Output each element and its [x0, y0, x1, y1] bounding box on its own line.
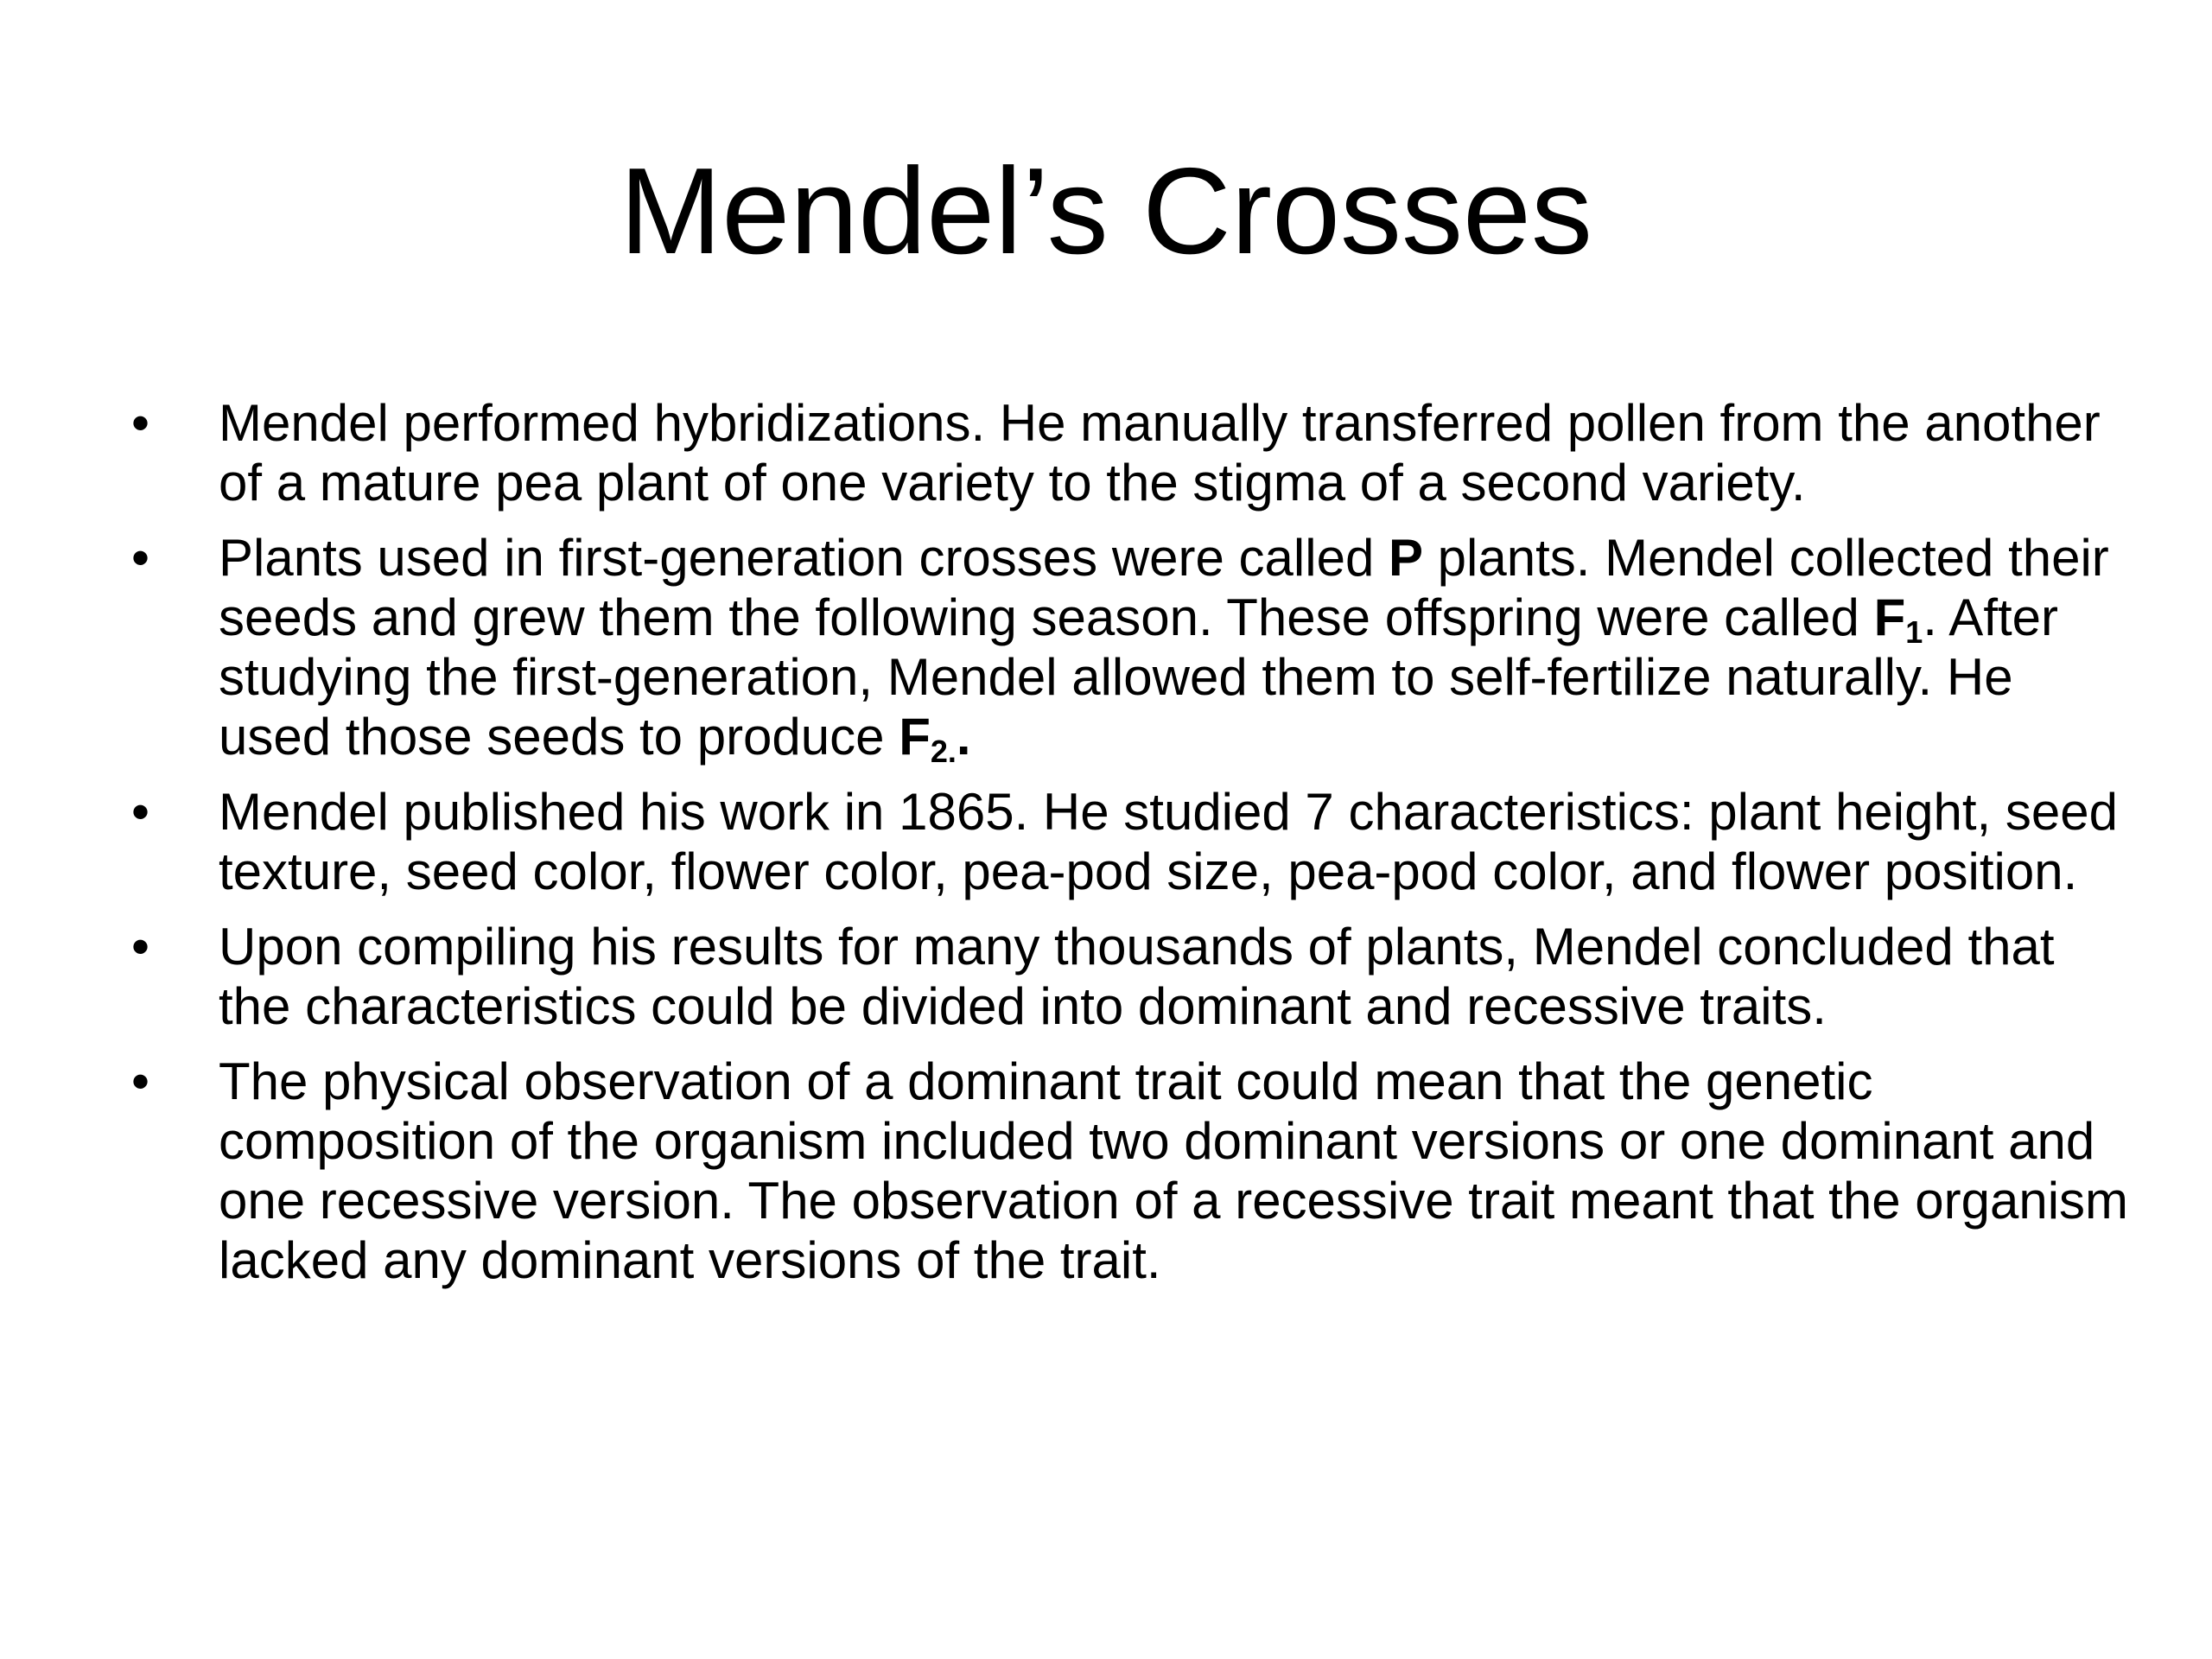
f2-label [899, 708, 957, 769]
f1-label [1873, 588, 1923, 650]
bullet-text-segment: plants. Mendel collected their seeds and grew them the following season. These offspring were called [219, 529, 2109, 646]
f2-subscript: 2. [930, 734, 957, 769]
bullet-icon: • [131, 918, 150, 976]
bullet-text: Upon compiling his results for many thousands of plants, Mendel concluded that the characteristics could be divided into dominant and recessive traits. [219, 918, 2055, 1035]
bullet-text [219, 529, 2109, 769]
bullet-item [121, 393, 2134, 512]
bullet-item [121, 1052, 2134, 1290]
bullet-icon: • [131, 783, 150, 841]
bullet-icon: • [131, 394, 150, 452]
bullet-text: The physical observation of a dominant trait could mean that the genetic composition of the organism included two dominant versions or one dominant and one recessive version. The observation of a recessive trait meant that the organism lacked any dominant versions of the trait. [219, 1052, 2129, 1289]
bullet-item [121, 782, 2134, 901]
f2-letter: F [899, 708, 931, 766]
bullet-text: Mendel performed hybridizations. He manually transferred pollen from the another of a mature pea plant of one variety to the stigma of a second variety. [219, 394, 2101, 512]
slide-title: Mendel’s Crosses [620, 143, 1592, 280]
bullet-text-segment: . [956, 708, 971, 766]
p-generation-label: P [1388, 529, 1424, 587]
bullet-item [121, 917, 2134, 1036]
bullet-icon: • [131, 1052, 150, 1110]
bullet-item [121, 528, 2134, 769]
bullet-icon: • [131, 529, 150, 587]
bullet-text: Mendel published his work in 1865. He studied 7 characteristics: plant height, seed texture, seed color, flower color, pea-pod size, pea-pod color, and flower position. [219, 783, 2118, 900]
f1-letter: F [1873, 588, 1906, 646]
bullet-text-segment: . After studying the first-generation, Mendel allowed them to self-fertilize naturally. He used those seeds to produce [219, 588, 2059, 766]
bullet-list [121, 393, 2134, 1306]
f1-subscript: 1 [1905, 614, 1923, 650]
bullet-text-segment: Plants used in first-generation crosses were called [219, 529, 1389, 587]
